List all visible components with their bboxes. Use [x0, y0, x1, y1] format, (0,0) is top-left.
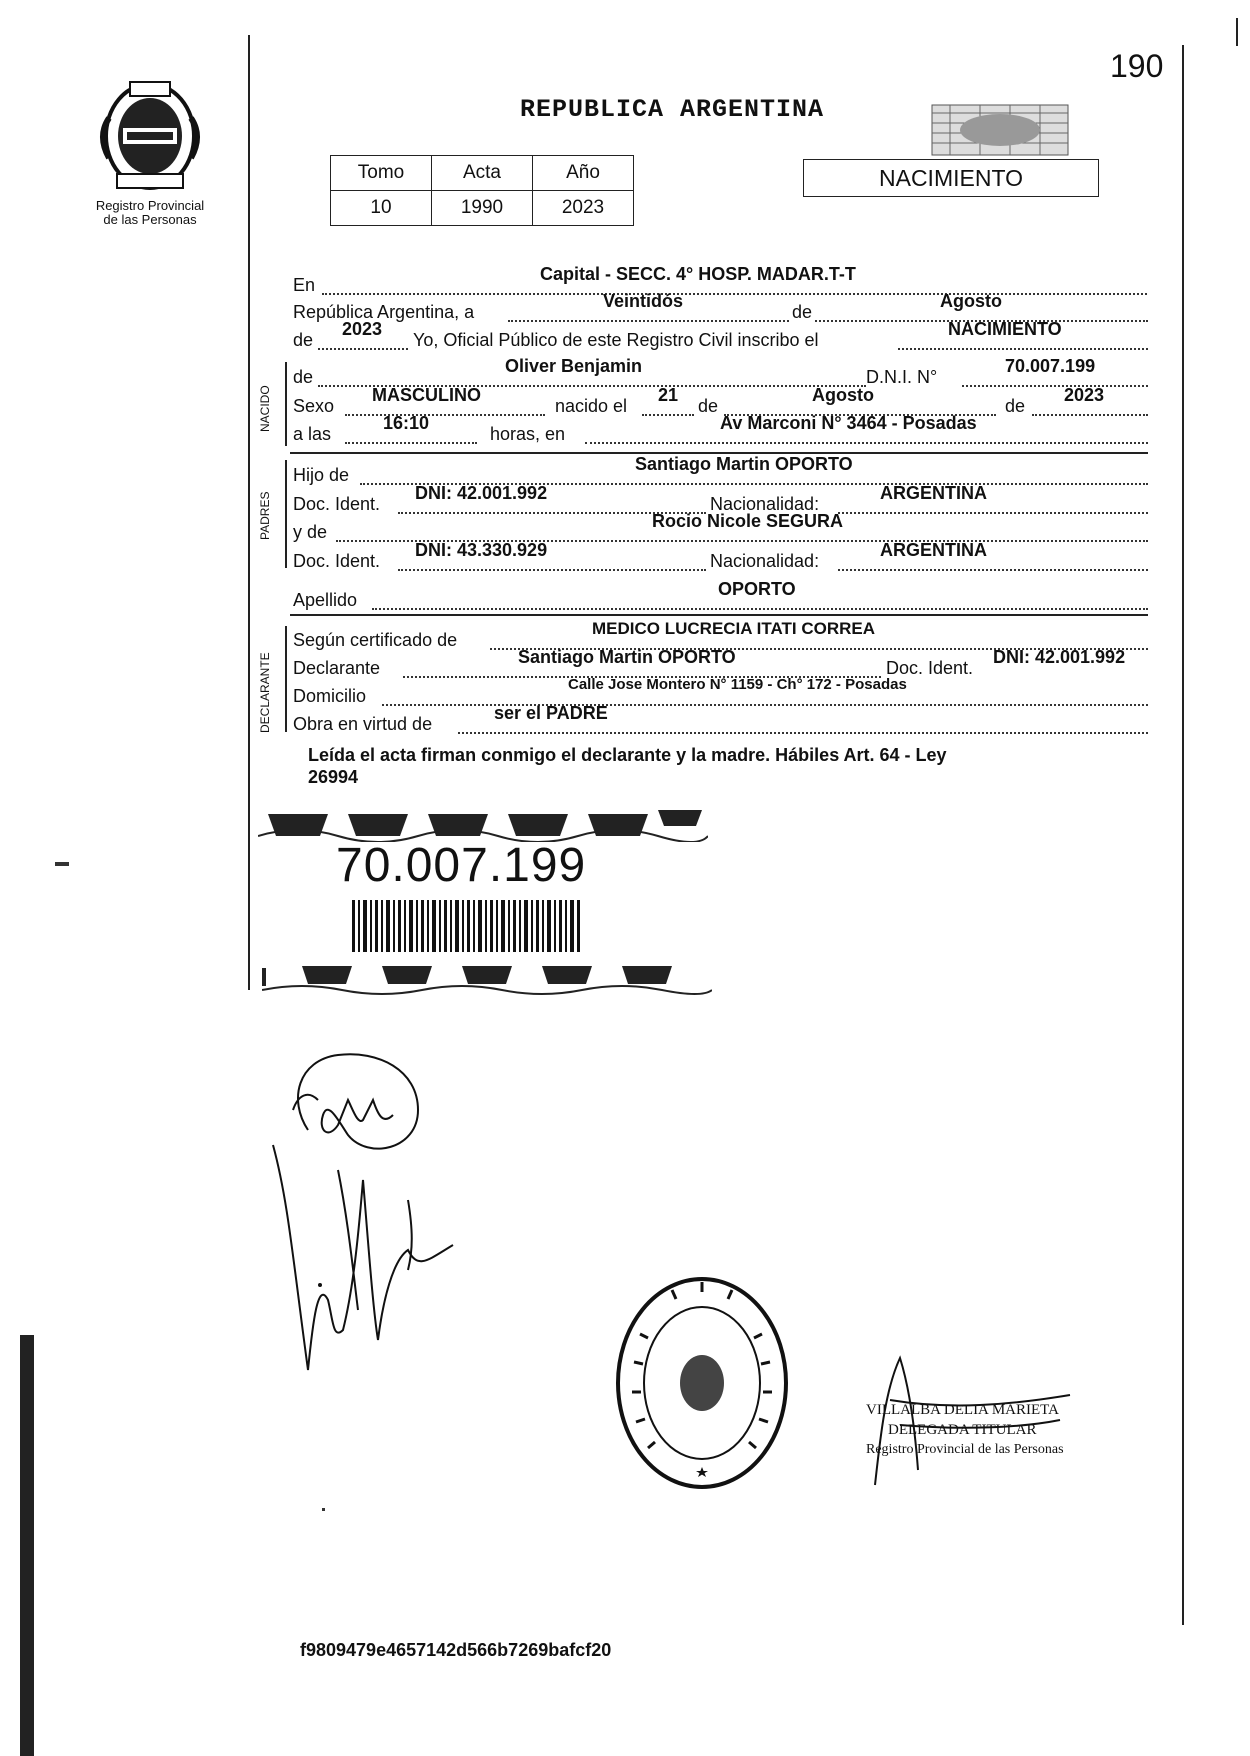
barcode	[352, 900, 582, 952]
dni-label: D.N.I. N°	[866, 367, 938, 387]
mother-nat-label: Nacionalidad:	[710, 551, 820, 571]
stray-dot	[322, 1508, 325, 1511]
year-label: de	[293, 330, 314, 350]
inscription-type: NACIMIENTO	[948, 319, 1062, 339]
sexo-value: MASCULINO	[372, 385, 481, 405]
mother-signature	[268, 1140, 468, 1390]
sexo-label: Sexo	[293, 396, 335, 416]
official-role: DELEGADA TITULAR	[888, 1422, 1037, 1438]
apellido-value: OPORTO	[718, 579, 796, 599]
apellido-label: Apellido	[293, 590, 358, 610]
birth-day: 21	[658, 385, 679, 405]
right-margin-rule	[1182, 45, 1184, 1625]
page-title: REPUBLICA ARGENTINA	[520, 95, 825, 124]
child-dni: 70.007.199	[1005, 356, 1096, 376]
caption-line-2: de las Personas	[103, 212, 197, 227]
anio-value: 2023	[533, 191, 634, 226]
page-number: 190	[1110, 48, 1164, 84]
nacido-de-label-2: de	[698, 396, 719, 416]
child-name: Oliver Benjamin	[505, 356, 643, 376]
security-band-top	[258, 806, 708, 830]
apellido-separator	[290, 614, 1148, 616]
month-value: Agosto	[940, 291, 1002, 311]
official-name: VILLALBA DELIA MARIETA	[866, 1402, 1059, 1418]
col-header-anio: Año	[533, 156, 634, 191]
nacido-side-label: NACIDO	[258, 385, 272, 432]
oficial-text: Yo, Oficial Público de este Registro Civil inscribo el	[413, 330, 819, 350]
cert-label: Según certificado de	[293, 630, 458, 650]
father-name: Santiago Martin OPORTO	[635, 454, 853, 474]
decl-doc-label: Doc. Ident.	[886, 658, 974, 678]
left-margin-rule	[248, 35, 250, 990]
closing-note-line-2: 26994	[308, 767, 359, 787]
document-type-box: NACIMIENTO	[803, 159, 1099, 197]
nacido-el-label: nacido el	[555, 396, 628, 416]
official-signature-caption	[866, 1400, 1064, 1460]
republica-label: República Argentina, a	[293, 302, 475, 322]
de-label: de	[790, 302, 814, 326]
father-doc: DNI: 42.001.992	[415, 483, 548, 503]
father-nat: ARGENTINA	[880, 483, 987, 503]
declarante-side-label: DECLARANTE	[258, 652, 272, 733]
security-band-bottom	[262, 960, 712, 984]
father-doc-label: Doc. Ident.	[293, 494, 381, 514]
province-seal	[95, 78, 205, 196]
cert-value: MEDICO LUCRECIA ITATI CORREA	[592, 619, 876, 638]
mother-nat: ARGENTINA	[880, 540, 987, 560]
yde-label: y de	[293, 522, 328, 542]
day-value: Veintidós	[603, 291, 684, 311]
obra-label: Obra en virtud de	[293, 714, 433, 734]
official-stamp	[612, 1272, 792, 1494]
col-header-acta: Acta	[432, 156, 533, 191]
padres-bar	[285, 460, 287, 568]
decl-value: Santiago Martin OPORTO	[518, 647, 736, 667]
caption-line-1: Registro Provincial	[95, 198, 205, 213]
document-hash: f9809479e4657142d566b7269bafcf20	[300, 1640, 612, 1660]
decl-label: Declarante	[293, 658, 381, 678]
closing-note-line-1: Leída el acta firman conmigo el declarante y la madre. Hábiles Art. 64 - Ley	[308, 745, 947, 765]
alas-label: a las	[293, 424, 332, 444]
nacido-de-label-3: de	[1005, 396, 1026, 416]
decl-doc: DNI: 42.001.992	[993, 647, 1126, 667]
big-dni-number: 70.007.199	[336, 839, 587, 892]
hijo-label: Hijo de	[293, 465, 350, 485]
bottom-left-edge	[20, 1335, 34, 1756]
official-office: Registro Provincial de las Personas	[866, 1442, 1064, 1457]
nacido-de-label: de	[293, 367, 314, 387]
mother-doc-label: Doc. Ident.	[293, 551, 381, 571]
nacido-bar	[285, 362, 287, 446]
en-label: En	[293, 275, 316, 295]
obra-value: ser el PADRE	[494, 703, 608, 723]
birth-month: Agosto	[812, 385, 874, 405]
mother-doc: DNI: 43.330.929	[415, 540, 548, 560]
tomo-value: 10	[331, 191, 432, 226]
mother-name: Rocio Nicole SEGURA	[652, 511, 844, 531]
father-nat-label: Nacionalidad:	[710, 494, 820, 514]
year-value: 2023	[342, 319, 383, 339]
register-table	[330, 155, 634, 226]
dom-label: Domicilio	[293, 686, 367, 706]
declarante-bar	[285, 626, 287, 732]
acta-value: 1990	[432, 191, 533, 226]
col-header-tomo: Tomo	[331, 156, 432, 191]
birth-hour: 16:10	[383, 413, 430, 433]
en-value: Capital - SECC. 4° HOSP. MADAR.T-T	[540, 264, 856, 284]
security-emblem	[930, 103, 1070, 157]
dom-value: Calle Jose Montero N° 1159 - Ch° 172 - Posadas	[568, 676, 907, 693]
padres-side-label: PADRES	[258, 491, 272, 540]
registro-caption	[80, 199, 220, 227]
birth-place: Av Marconi N° 3464 - Posadas	[720, 413, 977, 433]
closing-note	[308, 744, 1158, 788]
birth-year: 2023	[1064, 385, 1105, 405]
top-right-mark	[1236, 18, 1238, 46]
stray-mark	[55, 862, 69, 866]
horas-label: horas, en	[490, 424, 566, 444]
